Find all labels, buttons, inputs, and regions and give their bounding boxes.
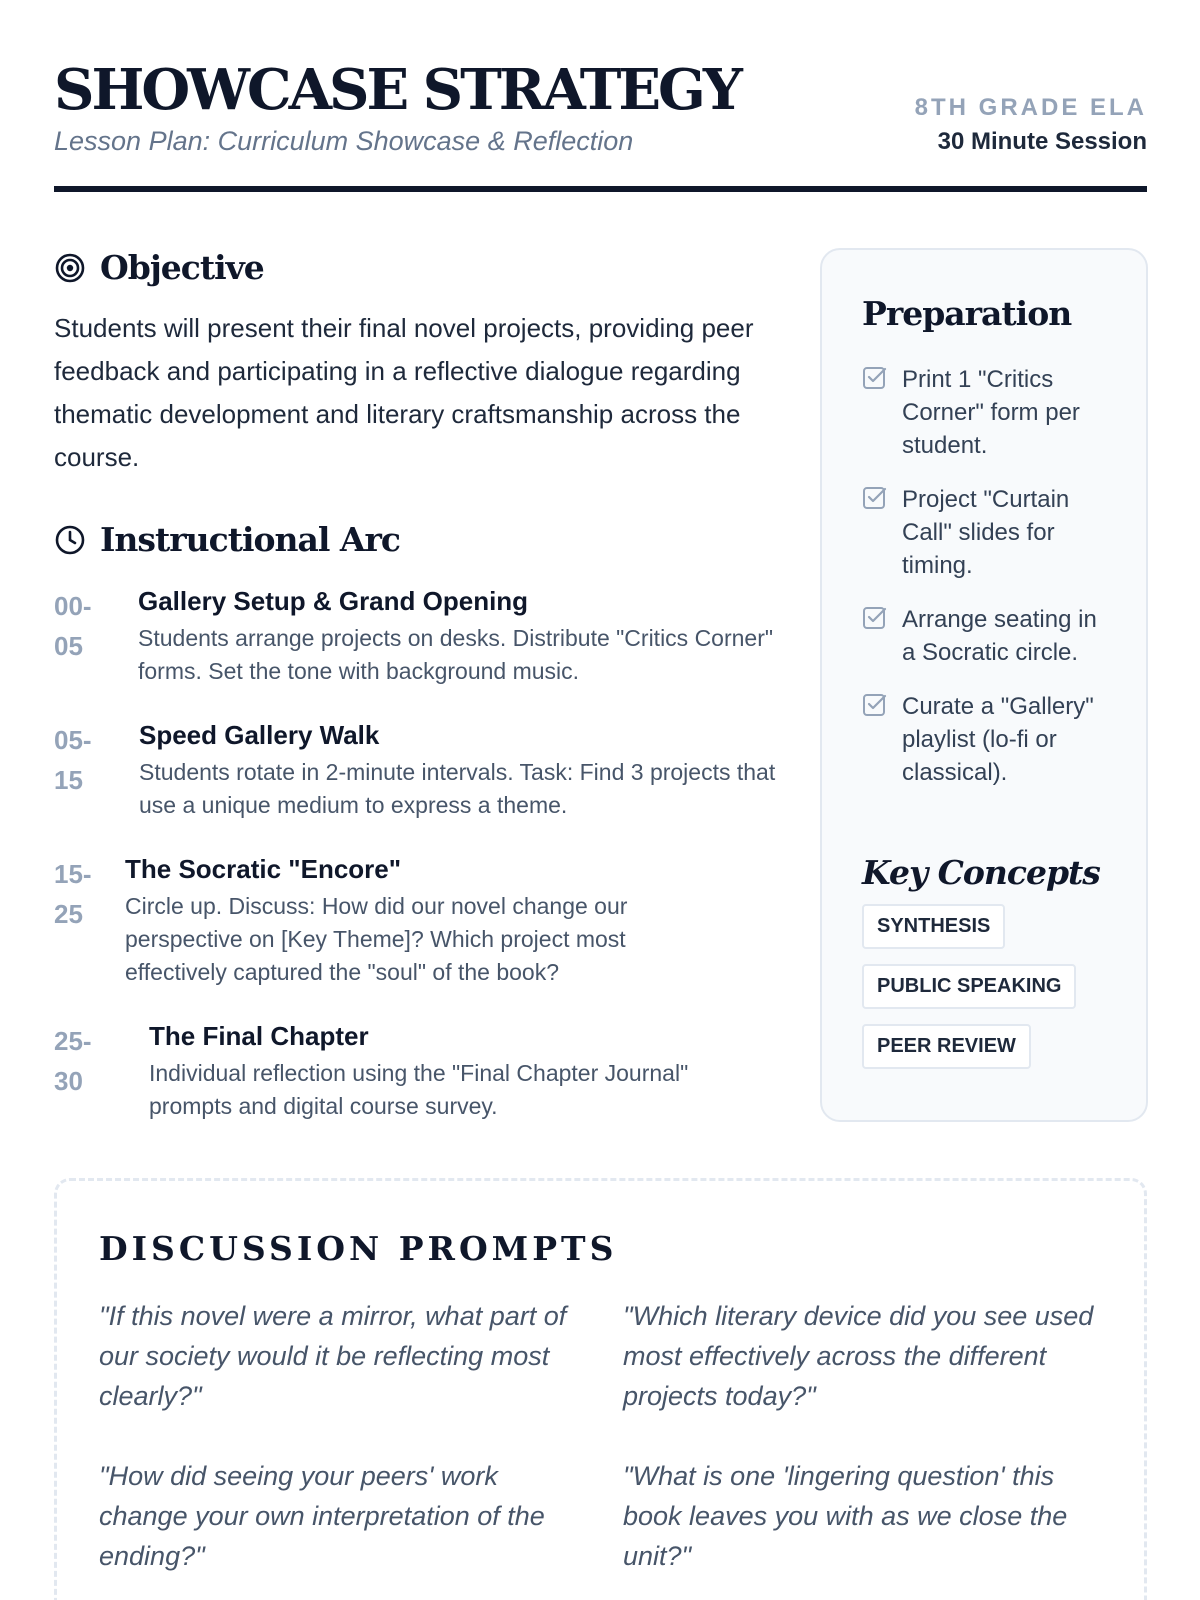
arc-title: The Final Chapter [149,1021,369,1051]
arc-title: Gallery Setup & Grand Opening [138,586,529,616]
key-concepts-tags [862,904,1106,1069]
discussion-prompt: "What is one 'lingering question' this book leaves you with as we close the unit?" [623,1461,1068,1571]
objective-text: Students will present their final novel projects, providing peer feedback and participating in a reflective dialogue regarding thematic development and literary craftsmanship across the course. [54,313,754,472]
document-header [54,58,1147,194]
checkbox-icon [862,692,888,718]
clock-icon [54,524,86,556]
arc-title: Speed Gallery Walk [139,720,380,750]
page-title: SHOWCASE STRATEGY [54,57,740,123]
preparation-item-label: Curate a "Gallery" playlist (lo-fi or classical). [902,693,1094,786]
arc-item [54,720,774,830]
discussion-prompt: "How did seeing your peers' work change your own interpretation of the ending?" [99,1461,545,1571]
lesson-meta [915,94,1147,156]
discussion-prompts-section [54,1178,1147,1600]
arc-body [139,720,779,822]
arc-title: The Socratic "Encore" [125,854,402,884]
preparation-item-label: Project "Curtain Call" slides for timing. [902,486,1070,579]
grade-label: 8TH GRADE ELA [914,94,1147,121]
arc-heading: Instructional Arc [100,520,400,559]
instructional-arc-section [54,520,776,1119]
arc-description: Circle up. Discuss: How did our novel change our perspective on [Key Theme]? Which project most effectively captured the "soul" of the book? [125,893,628,985]
concept-tag: PEER REVIEW [862,1024,1031,1069]
arc-body [138,586,778,688]
checkbox-icon [862,365,888,391]
arc-time: 00-05 [54,591,92,661]
preparation-item-label: Print 1 "Critics Corner" form per student. [902,366,1080,459]
objective-heading-row [54,248,774,287]
page-subtitle: Lesson Plan: Curriculum Showcase & Reflection [54,126,634,156]
discussion-prompt: "Which literary device did you see used most effectively across the different projects today?" [623,1301,1094,1411]
key-concepts-heading: Key Concepts [862,853,1100,892]
preparation-item [862,690,1106,789]
preparation-panel [820,248,1148,1122]
checkbox-icon [862,485,888,511]
preparation-item-label: Arrange seating in a Socratic circle. [902,606,1097,666]
preparation-item [862,603,1106,669]
arc-item [54,586,774,696]
arc-description: Students arrange projects on desks. Distribute "Critics Corner" forms. Set the tone with background music. [138,625,774,684]
session-length: 30 Minute Session [937,128,1147,155]
preparation-item [862,363,1106,462]
preparation-list [862,363,1106,789]
arc-item [54,854,774,1004]
concept-tag: SYNTHESIS [862,904,1005,949]
arc-time: 25-30 [54,1026,92,1096]
header-divider [54,186,1147,192]
prompts-grid [99,1296,1104,1576]
arc-heading-row [54,520,774,559]
checkbox-icon [862,605,888,631]
arc-body [149,1021,774,1123]
preparation-heading: Preparation [862,294,1072,333]
arc-time: 15-25 [54,859,92,929]
target-icon [54,252,86,284]
objective-heading: Objective [100,248,264,287]
discussion-prompt: "If this novel were a mirror, what part of our society would it be reflecting most clearly?" [99,1301,567,1411]
arc-time: 05-15 [54,725,92,795]
objective-section [54,248,774,479]
prompts-heading: DISCUSSION PROMPTS [99,1229,618,1268]
arc-description: Individual reflection using the "Final Chapter Journal" prompts and digital course survey. [149,1060,689,1119]
arc-body [125,854,705,989]
concept-tag: PUBLIC SPEAKING [862,964,1076,1009]
arc-item [54,1021,774,1131]
arc-description: Students rotate in 2-minute intervals. Task: Find 3 projects that use a unique medium to express a theme. [139,759,776,818]
preparation-item [862,483,1106,582]
